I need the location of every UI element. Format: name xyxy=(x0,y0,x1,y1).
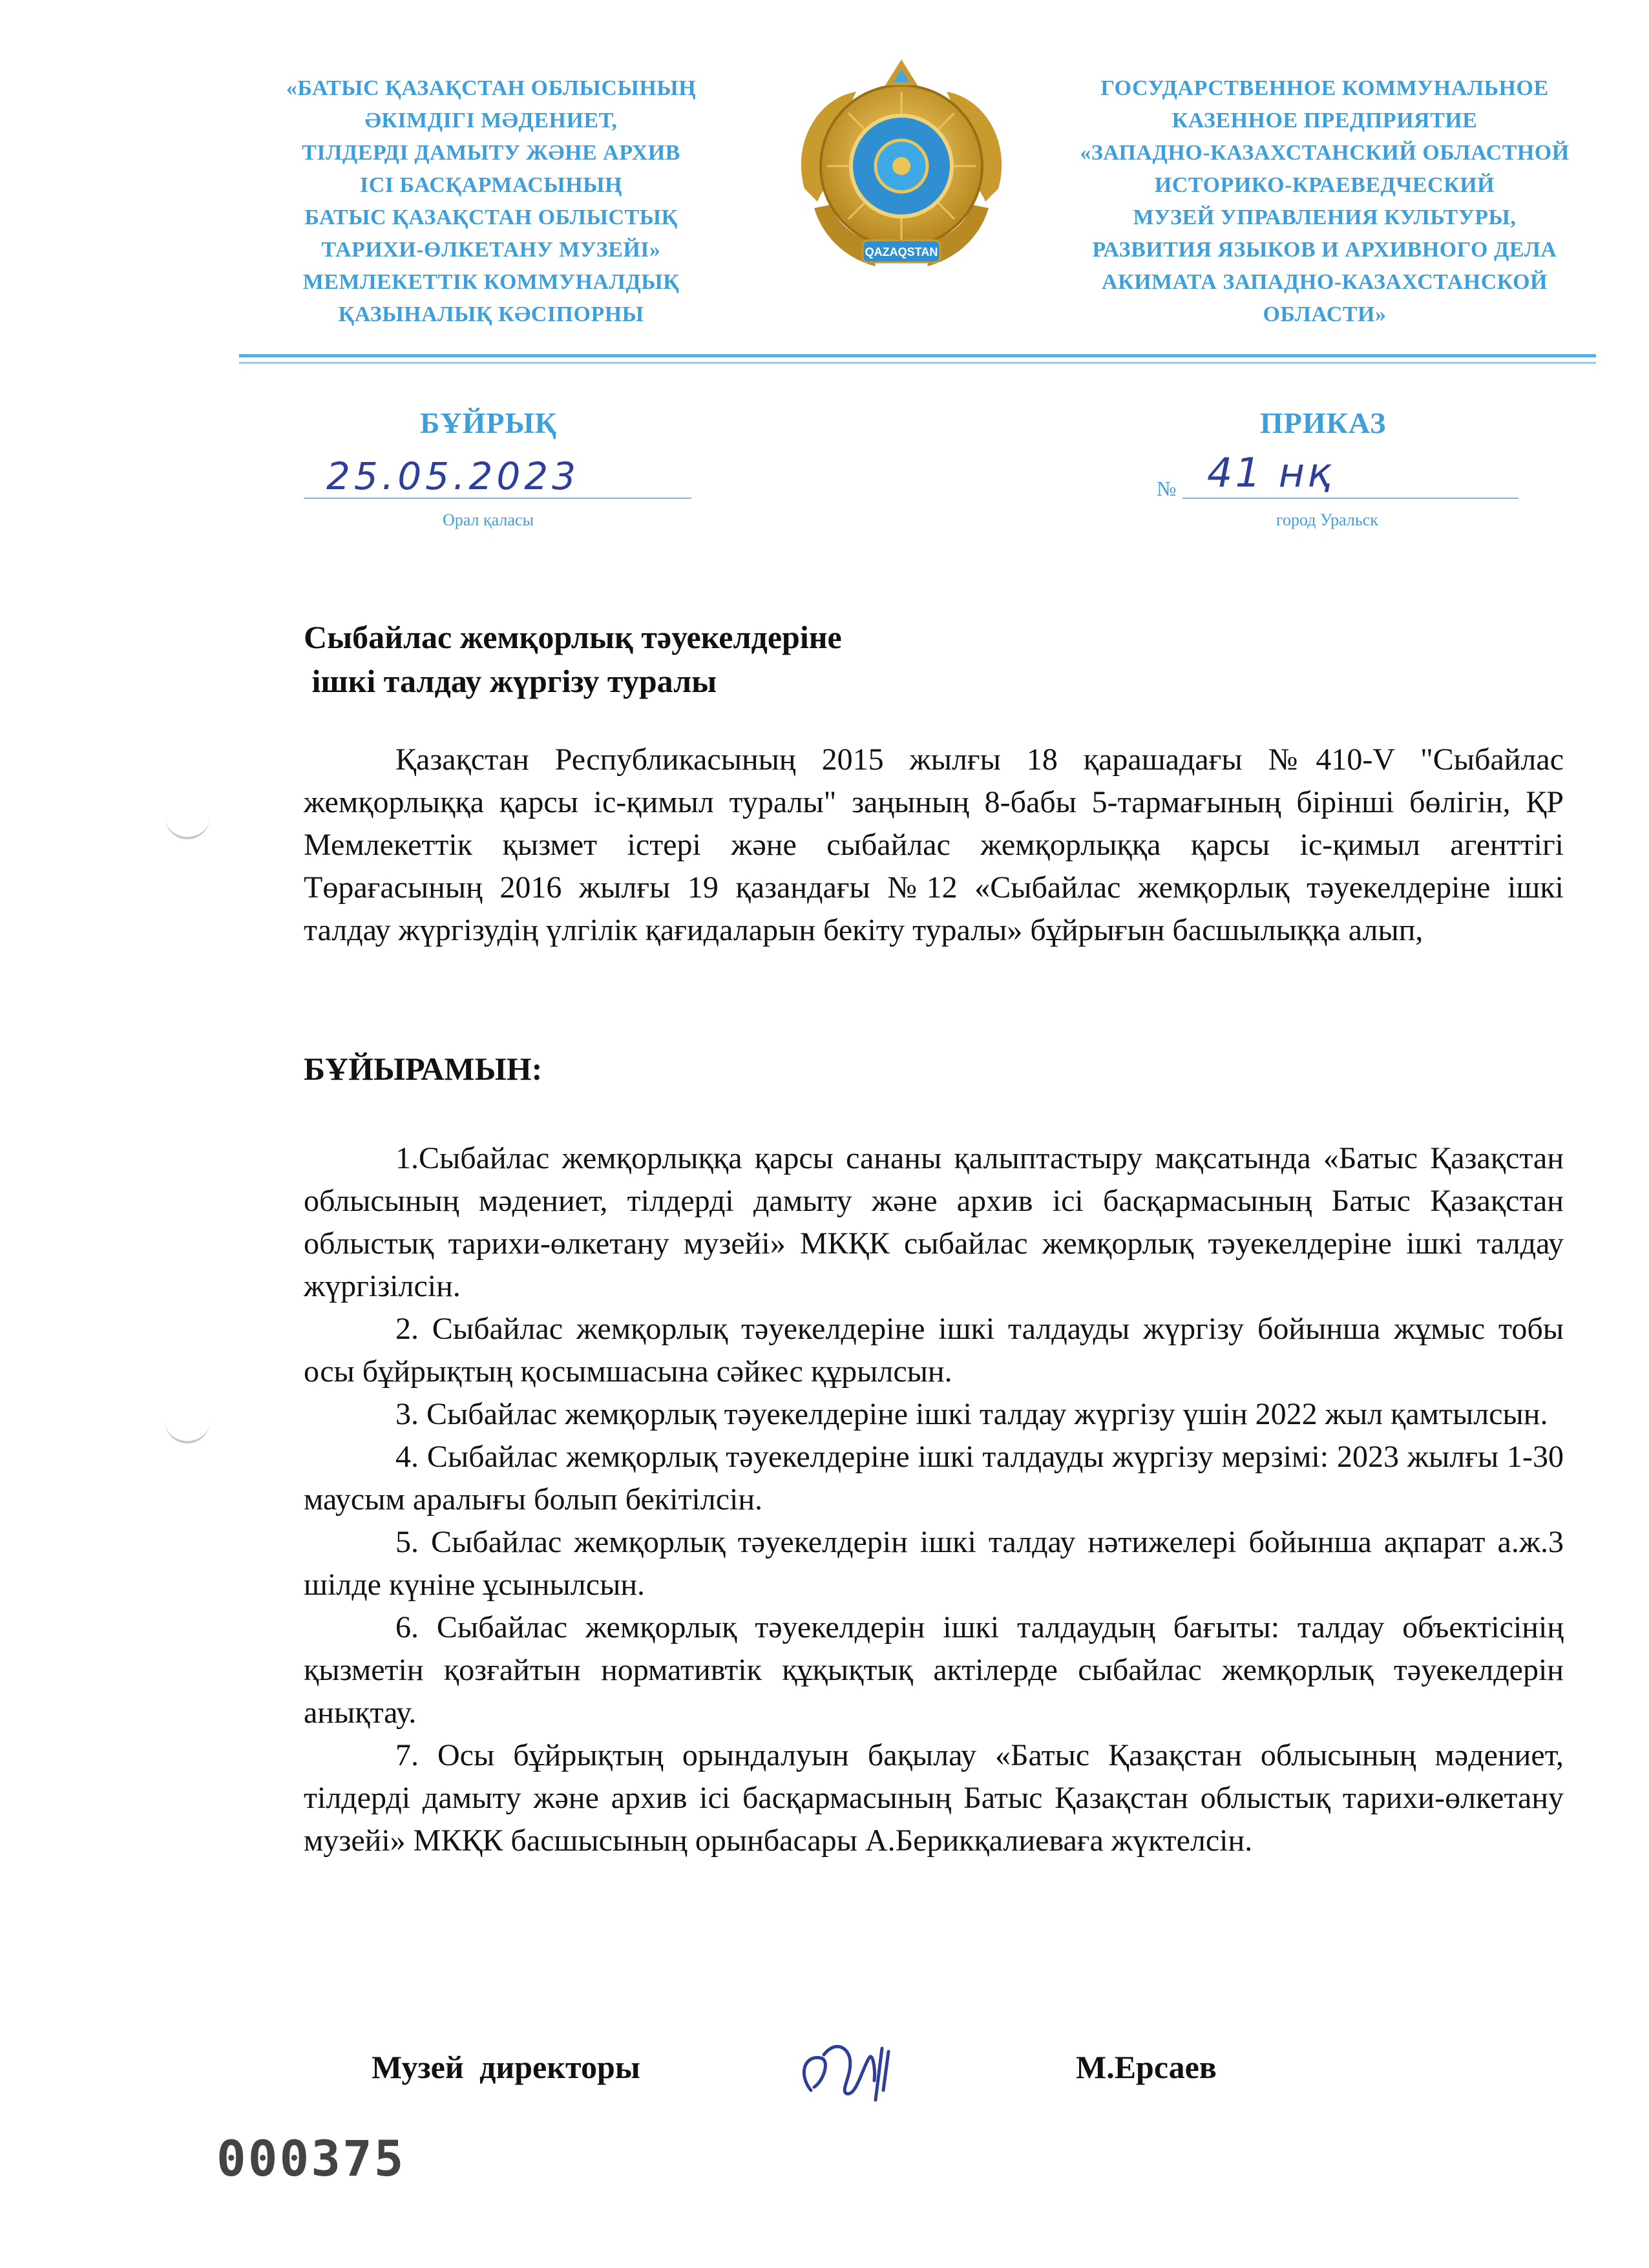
city-kz: Орал қаласы xyxy=(443,510,534,529)
header-kz-org-name xyxy=(246,72,737,331)
header-kz-line: ӘКІМДІГІ МӘДЕНИЕТ, xyxy=(364,109,618,132)
header-ru-line: ГОСУДАРСТВЕННОЕ КОММУНАЛЬНОЕ xyxy=(1100,76,1549,100)
order-item: 4. Сыбайлас жемқорлық тәуекелдеріне ішкі талдауды жүргізу мерзімі: 2023 жылғы 1-30 маусым аралығы болып бекітілсін. xyxy=(304,1440,1564,1517)
registration-number: 000375 xyxy=(216,2130,406,2187)
header-ru-line: «ЗАПАДНО-КАЗАХСТАНСКИЙ ОБЛАСТНОЙ xyxy=(1080,141,1570,165)
header-ru-line: РАЗВИТИЯ ЯЗЫКОВ И АРХИВНОГО ДЕЛА xyxy=(1092,238,1557,262)
order-title-ru: ПРИКАЗ xyxy=(1260,406,1387,439)
header-ru-line: КАЗЕННОЕ ПРЕДПРИЯТИЕ xyxy=(1171,109,1478,132)
header-ru-org-name xyxy=(1053,72,1596,331)
order-item: 1.Сыбайлас жемқорлыққа қарсы сананы қалыптастыру мақсатында «Батыс Қазақстан облысының мәдениет, тілдерді дамыту және архив ісі басқармасының Батыс Қазақстан облыстық тарихи-өлкетану музейі» МКҚК сыбайлас жемқорлық тәуекелдеріне ішкі талдау жүргізілсін. xyxy=(304,1141,1564,1303)
header-kz-line: МЕМЛЕКЕТТІК КОММУНАЛДЫҚ xyxy=(302,270,680,294)
header-kz-line: ТІЛДЕРДІ ДАМЫТУ ЖӘНЕ АРХИВ xyxy=(302,141,680,165)
header-divider-thin xyxy=(239,362,1596,364)
order-date: 25.05.2023 xyxy=(326,454,580,498)
punch-hole-mark xyxy=(165,1415,210,1444)
header-ru-line: ИСТОРИКО-КРАЕВЕДЧЕСКИЙ xyxy=(1154,173,1495,197)
order-item: 5. Сыбайлас жемқорлық тәуекелдерін ішкі талдау нәтижелері бойынша ақпарат а.ж.3 шілде күніне ұсынылсын. xyxy=(304,1525,1564,1602)
punch-hole-mark xyxy=(165,811,210,839)
header-ru-line: АКИМАТА ЗАПАДНО-КАЗАХСТАНСКОЙ xyxy=(1101,270,1548,294)
signer-name: М.Ерсаев xyxy=(1076,2049,1217,2085)
order-title-kz: БҰЙРЫҚ xyxy=(420,406,558,439)
header-kz-line: ҚАЗЫНАЛЫҚ КӘСІПОРНЫ xyxy=(338,302,644,326)
city-ru: город Уральск xyxy=(1276,510,1378,529)
directive-heading: БҰЙЫРАМЫН: xyxy=(304,1051,543,1087)
state-emblem-icon xyxy=(779,47,1024,292)
number-underline xyxy=(1182,498,1518,499)
signer-role: Музей директоры xyxy=(372,2049,640,2085)
order-item: 6. Сыбайлас жемқорлық тәуекелдерін ішкі талдаудың бағыты: талдау объектісінің қызметін қозғайтын нормативтік құқықтық актілерде сыбайлас жемқорлық тәуекелдерін анықтау. xyxy=(304,1610,1564,1730)
order-item: 3. Сыбайлас жемқорлық тәуекелдеріне ішкі талдау жүргізу үшін 2022 жыл қамтылсын. xyxy=(395,1397,1548,1431)
header-kz-line: ТАРИХИ-ӨЛКЕТАНУ МУЗЕЙІ» xyxy=(321,238,661,262)
order-number: 41 нқ xyxy=(1207,449,1334,496)
handwritten-signature xyxy=(785,2029,914,2113)
order-item: 7. Осы бұйрықтың орындалуын бақылау «Батыс Қазақстан облысының мәдениет, тілдерді дамыту және архив ісі басқармасының Батыс Қазақстан облыстық тарихи-өлкетану музейі» МКҚК басшысының орынбасары А.Берикқалиеваға жүктелсін. xyxy=(304,1738,1564,1858)
order-number-prefix: № xyxy=(1157,477,1177,500)
header-ru-line: ОБЛАСТИ» xyxy=(1263,302,1387,326)
header-kz-line: «БАТЫС ҚАЗАҚСТАН ОБЛЫСЫНЫҢ xyxy=(286,76,697,100)
header-kz-line: ІСІ БАСҚАРМАСЫНЫҢ xyxy=(360,173,622,197)
order-item: 2. Сыбайлас жемқорлық тәуекелдеріне ішкі талдауды жүргізу бойынша жұмыс тобы осы бұйрықтың қосымшасына сәйкес құрылсын. xyxy=(304,1312,1564,1389)
emblem-banner-text: QAZAQSTAN xyxy=(865,246,938,258)
header-divider xyxy=(239,354,1596,357)
intro-text: Қазақстан Республикасының 2015 жылғы 18 қарашадағы №410-V "Сыбайлас жемқорлыққа қарсы іс-қимыл туралы" заңының 8-бабы 5-тармағының бірінші бөлігін, ҚР Мемлекеттік қызмет істері және сыбайлас жемқорлыққа қарсы іс-қимыл агенттігі Төрағасының 2016 жылғы 19 қазандағы №12 «Сыбайлас жемқорлық тәуекелдеріне ішкі талдау жүргізудің үлгілік қағидаларын бекіту туралы» бұйрығын басшылыққа алып, xyxy=(304,742,1564,947)
header-kz-line: БАТЫС ҚАЗАҚСТАН ОБЛЫСТЫҚ xyxy=(304,205,678,229)
document-title: Сыбайлас жемқорлық тәуекелдеріне ішкі талдау жүргізу туралы xyxy=(304,619,842,699)
intro-paragraph xyxy=(304,739,1564,952)
header-ru-line: МУЗЕЙ УПРАВЛЕНИЯ КУЛЬТУРЫ, xyxy=(1133,205,1517,229)
order-items xyxy=(304,1137,1564,1862)
